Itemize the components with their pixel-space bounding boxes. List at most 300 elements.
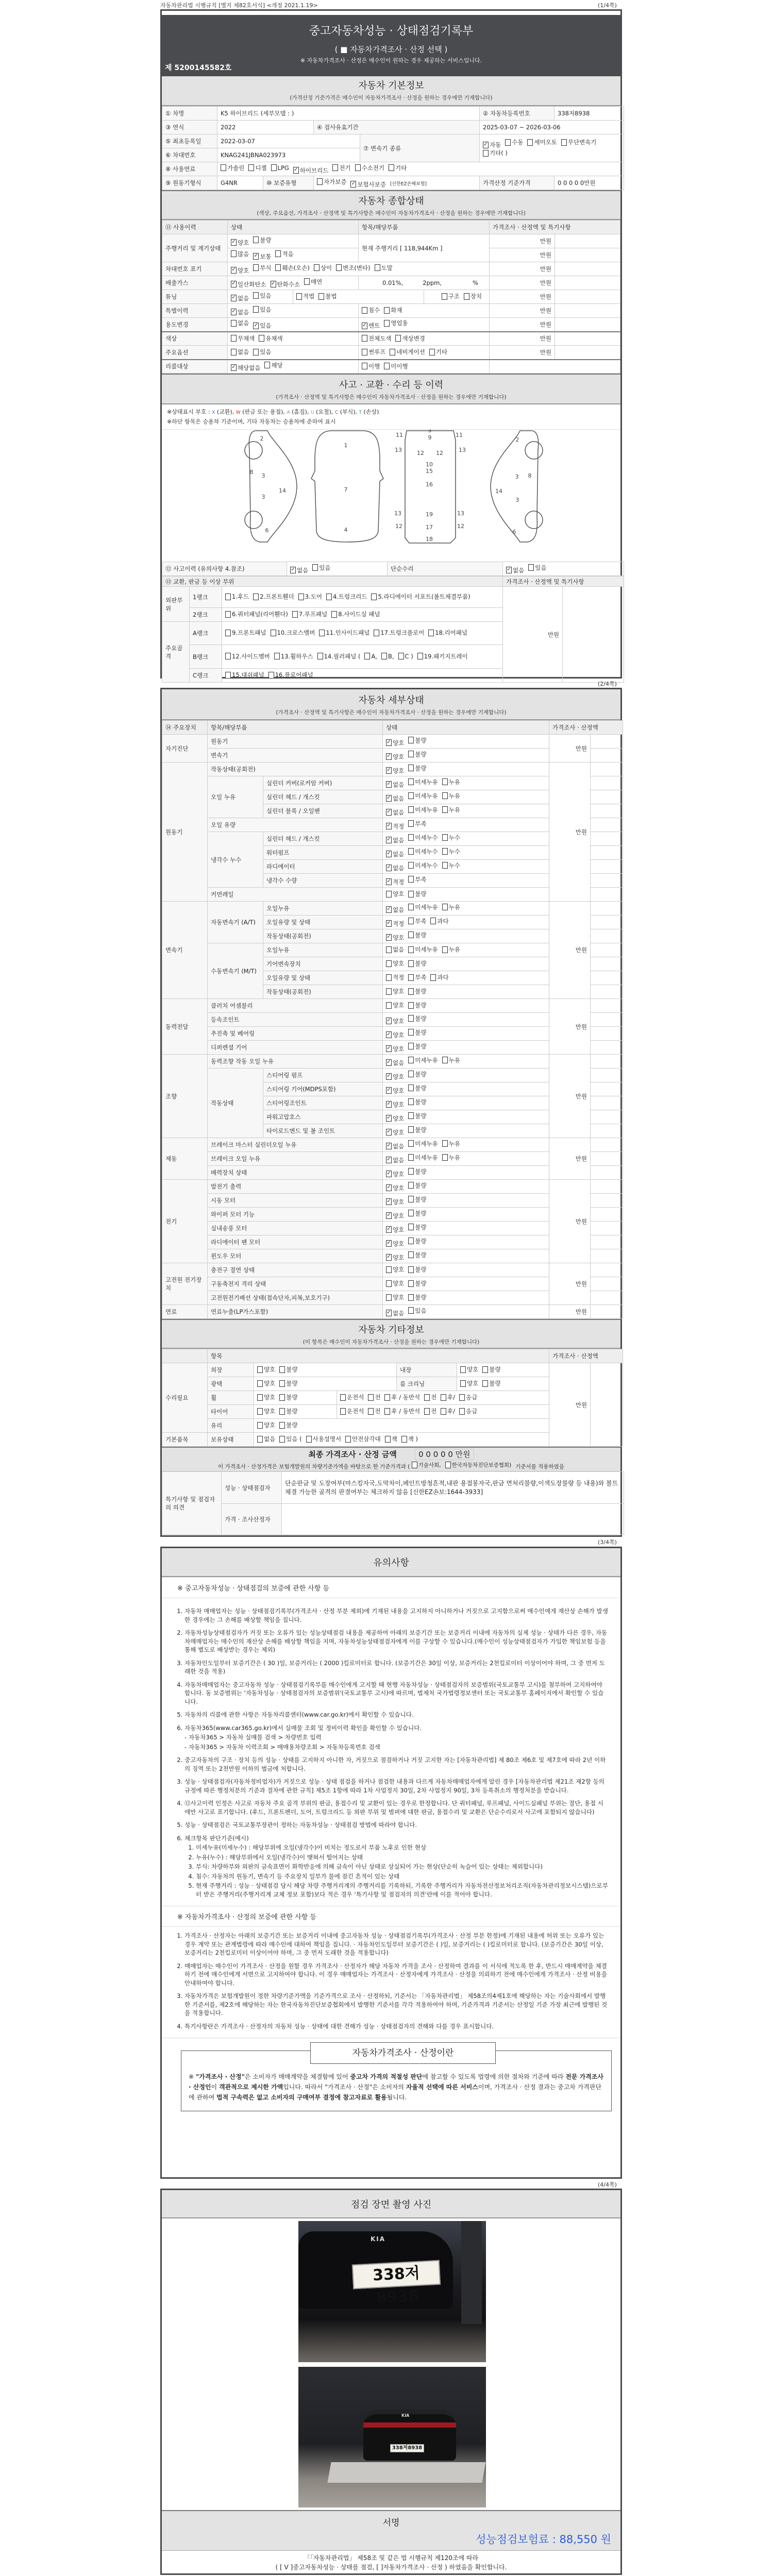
checkbox-option[interactable] <box>386 1309 404 1317</box>
checked-box-icon[interactable]: ✓ <box>351 181 356 187</box>
checkbox-icon[interactable] <box>271 630 276 636</box>
checkbox-option[interactable] <box>459 1407 477 1415</box>
checked-box-icon[interactable]: ✓ <box>231 281 236 286</box>
checkbox-icon[interactable] <box>386 960 392 967</box>
checkbox-icon[interactable] <box>408 1029 414 1036</box>
checkbox-option[interactable] <box>408 778 438 786</box>
checkbox-option[interactable] <box>401 1435 418 1443</box>
checkbox-icon[interactable] <box>483 150 489 157</box>
checked-box-icon[interactable]: ✓ <box>386 809 391 815</box>
checkbox-option[interactable] <box>408 1209 426 1217</box>
checkbox-icon[interactable] <box>408 1071 414 1077</box>
checkbox-option[interactable] <box>430 917 448 925</box>
checkbox-option[interactable] <box>412 1461 441 1469</box>
checkbox-option[interactable] <box>408 820 426 828</box>
checkbox-option[interactable] <box>253 321 271 330</box>
checkbox-option[interactable] <box>386 1253 404 1262</box>
checked-box-icon[interactable]: ✓ <box>386 767 391 773</box>
checked-box-icon[interactable]: ✓ <box>386 934 391 940</box>
checkbox-option[interactable] <box>271 280 300 289</box>
checkbox-option[interactable] <box>384 306 402 314</box>
checkbox-option[interactable] <box>386 1226 404 1234</box>
checkbox-option[interactable] <box>253 292 271 300</box>
checkbox-option[interactable] <box>408 1251 426 1259</box>
checkbox-icon[interactable] <box>401 1436 407 1443</box>
checkbox-option[interactable] <box>317 652 361 660</box>
checkbox-option[interactable] <box>442 903 460 911</box>
checkbox-icon[interactable] <box>386 946 392 953</box>
checkbox-option[interactable] <box>304 278 322 286</box>
checkbox-option[interactable] <box>290 566 308 574</box>
checkbox-icon[interactable] <box>408 946 414 953</box>
checkbox-option[interactable] <box>408 973 426 981</box>
checkbox-option[interactable] <box>364 653 377 660</box>
checkbox-icon[interactable] <box>381 653 387 659</box>
checkbox-option[interactable] <box>259 334 282 343</box>
checkbox-option[interactable] <box>408 1070 426 1078</box>
checked-box-icon[interactable]: ✓ <box>386 781 391 787</box>
checkbox-option[interactable] <box>424 1407 436 1415</box>
checkbox-option[interactable] <box>408 1237 426 1245</box>
checkbox-option[interactable] <box>386 1265 404 1274</box>
checkbox-option[interactable] <box>362 348 385 356</box>
checkbox-icon[interactable] <box>268 672 274 679</box>
checkbox-option[interactable] <box>231 266 249 275</box>
checkbox-option[interactable] <box>408 1181 426 1190</box>
checkbox-option[interactable] <box>506 566 524 574</box>
checked-box-icon[interactable]: ✓ <box>386 1115 391 1121</box>
checkbox-option[interactable] <box>257 1435 275 1443</box>
checkbox-icon[interactable] <box>279 1436 285 1443</box>
checkbox-option[interactable] <box>386 1170 404 1178</box>
checkbox-icon[interactable] <box>296 293 302 300</box>
checked-box-icon[interactable]: ✓ <box>254 253 258 259</box>
checkbox-option[interactable] <box>331 610 380 618</box>
checkbox-option[interactable] <box>386 1045 404 1053</box>
checkbox-option[interactable] <box>482 1365 500 1374</box>
checked-box-icon[interactable]: ✓ <box>386 1101 391 1107</box>
checkbox-option[interactable] <box>319 629 369 637</box>
checkbox-option[interactable] <box>430 973 448 981</box>
checkbox-icon[interactable] <box>314 264 320 271</box>
checkbox-icon[interactable] <box>445 1462 451 1468</box>
checkbox-option[interactable] <box>386 1087 404 1095</box>
checkbox-icon[interactable] <box>340 1408 346 1415</box>
checkbox-option[interactable] <box>326 592 367 601</box>
checkbox-option[interactable] <box>314 264 332 272</box>
checkbox-option[interactable] <box>368 1393 380 1401</box>
checkbox-option[interactable] <box>390 348 425 356</box>
checkbox-icon[interactable] <box>384 320 390 327</box>
checkbox-option[interactable] <box>408 1195 426 1204</box>
checked-box-icon[interactable]: ✓ <box>294 167 298 173</box>
checkbox-option[interactable] <box>445 1461 512 1469</box>
checkbox-icon[interactable] <box>386 1002 392 1009</box>
checkbox-option[interactable] <box>417 652 468 660</box>
checkbox-option[interactable] <box>386 1100 404 1109</box>
checkbox-icon[interactable] <box>408 1196 414 1202</box>
checkbox-icon[interactable] <box>274 653 280 659</box>
checkbox-icon[interactable] <box>398 653 404 659</box>
checked-box-icon[interactable]: ✓ <box>386 1171 391 1176</box>
checkbox-icon[interactable] <box>408 974 414 981</box>
checkbox-option[interactable] <box>386 739 404 747</box>
checkbox-option[interactable] <box>298 592 322 601</box>
checkbox-icon[interactable] <box>231 349 237 355</box>
checkbox-option[interactable] <box>350 180 386 189</box>
checked-box-icon[interactable]: ✓ <box>386 1129 391 1134</box>
checkbox-icon[interactable] <box>408 1140 414 1147</box>
checkbox-option[interactable] <box>386 808 404 817</box>
checkbox-option[interactable] <box>225 652 270 660</box>
checkbox-icon[interactable] <box>408 834 414 841</box>
checkbox-option[interactable] <box>271 164 289 172</box>
checkbox-option[interactable] <box>442 1056 460 1064</box>
checkbox-icon[interactable] <box>318 293 324 300</box>
checkbox-icon[interactable] <box>408 765 414 771</box>
checkbox-option[interactable] <box>231 319 249 327</box>
checkbox-option[interactable] <box>408 875 426 884</box>
checkbox-icon[interactable] <box>292 611 298 618</box>
checked-box-icon[interactable]: ✓ <box>386 920 391 926</box>
checkbox-icon[interactable] <box>430 918 436 924</box>
checkbox-icon[interactable] <box>253 236 259 243</box>
checkbox-option[interactable] <box>279 1365 297 1374</box>
checked-box-icon[interactable]: ✓ <box>386 1157 391 1162</box>
checkbox-option[interactable] <box>386 1279 404 1287</box>
checkbox-icon[interactable] <box>386 891 392 897</box>
checkbox-option[interactable] <box>345 1435 381 1443</box>
checkbox-icon[interactable] <box>482 1366 488 1373</box>
checkbox-option[interactable] <box>384 362 408 370</box>
checkbox-option[interactable] <box>336 264 370 272</box>
checkbox-icon[interactable] <box>395 335 401 342</box>
checkbox-option[interactable] <box>231 280 266 289</box>
checkbox-icon[interactable] <box>408 1182 414 1189</box>
checkbox-icon[interactable] <box>371 594 377 600</box>
checkbox-icon[interactable] <box>442 946 448 953</box>
checkbox-option[interactable] <box>293 166 329 175</box>
checkbox-icon[interactable] <box>428 630 434 636</box>
checkbox-option[interactable] <box>386 920 404 928</box>
checkbox-icon[interactable] <box>442 1154 448 1161</box>
checkbox-option[interactable] <box>257 1393 275 1401</box>
checkbox-icon[interactable] <box>275 250 281 257</box>
checkbox-icon[interactable] <box>408 848 414 855</box>
checkbox-option[interactable] <box>408 1293 426 1301</box>
checkbox-option[interactable] <box>483 141 501 149</box>
checkbox-icon[interactable] <box>279 1408 285 1415</box>
checked-box-icon[interactable]: ✓ <box>254 322 258 328</box>
checked-box-icon[interactable]: ✓ <box>483 141 488 147</box>
checkbox-icon[interactable] <box>345 1436 351 1443</box>
checkbox-icon[interactable] <box>374 630 379 636</box>
checked-box-icon[interactable]: ✓ <box>231 267 236 273</box>
checkbox-icon[interactable] <box>279 1422 285 1429</box>
checkbox-option[interactable] <box>253 252 271 261</box>
checkbox-icon[interactable] <box>279 1380 285 1387</box>
checkbox-option[interactable] <box>408 861 438 870</box>
checkbox-icon[interactable] <box>225 594 231 600</box>
checkbox-option[interactable] <box>318 292 337 300</box>
checkbox-option[interactable] <box>368 1407 380 1415</box>
checkbox-option[interactable] <box>408 1279 426 1287</box>
checkbox-icon[interactable] <box>257 1422 263 1429</box>
checkbox-option[interactable] <box>460 1365 478 1374</box>
checkbox-option[interactable] <box>231 334 255 343</box>
checked-box-icon[interactable]: ✓ <box>386 906 391 912</box>
checkbox-icon[interactable] <box>386 988 392 995</box>
checked-box-icon[interactable]: ✓ <box>386 1198 391 1204</box>
checkbox-icon[interactable] <box>221 164 226 171</box>
checkbox-icon[interactable] <box>231 250 237 257</box>
checkbox-icon[interactable] <box>271 164 277 171</box>
checkbox-icon[interactable] <box>408 931 414 938</box>
checkbox-option[interactable] <box>386 934 404 942</box>
checkbox-icon[interactable] <box>441 1394 446 1401</box>
checkbox-icon[interactable] <box>368 1394 374 1401</box>
checkbox-icon[interactable] <box>408 1307 414 1314</box>
checkbox-option[interactable] <box>385 1435 397 1443</box>
checkbox-icon[interactable] <box>412 1462 417 1468</box>
checkbox-option[interactable] <box>386 1114 404 1123</box>
checkbox-option[interactable] <box>408 987 426 995</box>
checkbox-icon[interactable] <box>259 335 264 342</box>
checkbox-option[interactable] <box>257 1365 275 1374</box>
checkbox-option[interactable] <box>424 1393 436 1401</box>
checkbox-option[interactable] <box>362 321 380 330</box>
checked-box-icon[interactable]: ✓ <box>386 1073 391 1079</box>
checkbox-option[interactable] <box>362 362 380 370</box>
checkbox-option[interactable] <box>231 294 249 302</box>
checkbox-option[interactable] <box>386 1017 404 1025</box>
checkbox-icon[interactable] <box>417 653 423 659</box>
checkbox-option[interactable] <box>408 736 426 744</box>
checkbox-icon[interactable] <box>298 594 304 600</box>
checked-box-icon[interactable]: ✓ <box>386 739 391 745</box>
checkbox-option[interactable] <box>231 239 249 247</box>
checkbox-option[interactable] <box>340 1393 364 1401</box>
checkbox-icon[interactable] <box>225 653 231 659</box>
checkbox-icon[interactable] <box>225 630 231 636</box>
checkbox-option[interactable] <box>408 750 426 758</box>
checkbox-icon[interactable] <box>408 1002 414 1009</box>
checkbox-option[interactable] <box>482 1379 500 1387</box>
checkbox-option[interactable] <box>386 1156 404 1164</box>
checkbox-icon[interactable] <box>442 848 448 855</box>
checkbox-icon[interactable] <box>408 1015 414 1022</box>
checkbox-icon[interactable] <box>253 306 259 313</box>
checkbox-icon[interactable] <box>464 293 469 300</box>
checked-box-icon[interactable]: ✓ <box>386 837 391 842</box>
checkbox-option[interactable] <box>442 848 460 856</box>
checkbox-option[interactable] <box>408 1265 426 1274</box>
checkbox-option[interactable] <box>296 292 314 300</box>
checkbox-option[interactable] <box>257 1421 275 1429</box>
checkbox-option[interactable] <box>375 264 393 272</box>
checkbox-option[interactable] <box>248 164 266 172</box>
checkbox-icon[interactable] <box>362 307 367 314</box>
checkbox-icon[interactable] <box>408 1168 414 1175</box>
checkbox-icon[interactable] <box>482 1380 488 1387</box>
checkbox-option[interactable] <box>408 1098 426 1106</box>
checkbox-option[interactable] <box>231 250 249 258</box>
checked-box-icon[interactable]: ✓ <box>386 851 391 856</box>
checkbox-icon[interactable] <box>317 653 323 659</box>
checkbox-option[interactable] <box>464 292 482 300</box>
checkbox-option[interactable] <box>386 1240 404 1248</box>
checkbox-option[interactable] <box>381 653 394 660</box>
checked-box-icon[interactable]: ✓ <box>386 1031 391 1037</box>
checkbox-icon[interactable] <box>340 1394 346 1401</box>
checkbox-icon[interactable] <box>408 960 414 967</box>
checkbox-icon[interactable] <box>384 307 390 314</box>
checkbox-icon[interactable] <box>561 139 567 146</box>
checkbox-option[interactable] <box>442 945 460 954</box>
checkbox-option[interactable] <box>386 1031 404 1039</box>
checked-box-icon[interactable]: ✓ <box>507 567 511 572</box>
checkbox-option[interactable] <box>225 629 266 637</box>
checkbox-icon[interactable] <box>225 611 231 618</box>
checkbox-icon[interactable] <box>248 164 254 171</box>
checkbox-option[interactable] <box>408 764 426 772</box>
checkbox-option[interactable] <box>386 794 404 803</box>
checkbox-icon[interactable] <box>257 1394 263 1401</box>
checkbox-option[interactable] <box>386 836 404 844</box>
checkbox-option[interactable] <box>279 1407 297 1415</box>
checkbox-icon[interactable] <box>505 139 511 146</box>
checkbox-icon[interactable] <box>459 1408 465 1415</box>
checkbox-option[interactable] <box>386 1001 404 1009</box>
checkbox-option[interactable] <box>253 236 271 244</box>
checkbox-option[interactable] <box>386 1073 404 1081</box>
checkbox-icon[interactable] <box>459 1394 465 1401</box>
checkbox-icon[interactable] <box>389 164 394 171</box>
checkbox-option[interactable] <box>408 792 438 800</box>
checkbox-icon[interactable] <box>527 139 533 146</box>
checkbox-option[interactable] <box>442 1154 460 1162</box>
checkbox-option[interactable] <box>386 1184 404 1192</box>
checkbox-option[interactable] <box>386 864 404 872</box>
checkbox-option[interactable] <box>386 1212 404 1220</box>
checkbox-option[interactable] <box>257 1407 275 1415</box>
checkbox-icon[interactable] <box>385 1436 391 1443</box>
checkbox-option[interactable] <box>460 1379 478 1387</box>
checkbox-option[interactable] <box>386 767 404 775</box>
checkbox-icon[interactable] <box>408 876 414 883</box>
checked-box-icon[interactable]: ✓ <box>291 567 295 572</box>
checkbox-option[interactable] <box>253 348 271 356</box>
checkbox-option[interactable] <box>279 1421 297 1429</box>
checkbox-option[interactable] <box>389 164 407 172</box>
checkbox-option[interactable] <box>386 781 404 789</box>
checkbox-option[interactable] <box>408 1167 426 1176</box>
checked-box-icon[interactable]: ✓ <box>362 322 367 328</box>
checkbox-icon[interactable] <box>441 1408 446 1415</box>
checkbox-option[interactable] <box>225 671 264 679</box>
checkbox-icon[interactable] <box>275 264 281 271</box>
checkbox-icon[interactable] <box>408 862 414 869</box>
checkbox-option[interactable] <box>408 1112 426 1120</box>
checkbox-option[interactable] <box>408 1014 426 1023</box>
checkbox-option[interactable] <box>442 1140 460 1148</box>
checkbox-icon[interactable] <box>408 1126 414 1133</box>
checkbox-icon[interactable] <box>408 904 414 910</box>
checkbox-option[interactable] <box>442 834 460 842</box>
checkbox-option[interactable] <box>386 1293 404 1301</box>
checked-box-icon[interactable]: ✓ <box>386 1310 391 1315</box>
checkbox-option[interactable] <box>274 652 313 660</box>
checkbox-icon[interactable] <box>408 988 414 995</box>
checkbox-icon[interactable] <box>408 1210 414 1216</box>
checkbox-icon[interactable] <box>257 1436 263 1443</box>
checkbox-icon[interactable] <box>264 362 270 368</box>
checkbox-icon[interactable] <box>386 1266 392 1273</box>
checkbox-icon[interactable] <box>279 1394 285 1401</box>
checkbox-icon[interactable] <box>442 862 448 869</box>
checkbox-option[interactable] <box>429 348 447 356</box>
checkbox-option[interactable] <box>386 1128 404 1137</box>
checkbox-option[interactable] <box>527 138 557 146</box>
checkbox-icon[interactable] <box>408 1043 414 1049</box>
checked-box-icon[interactable]: ✓ <box>271 281 276 286</box>
checkbox-option[interactable] <box>442 792 460 800</box>
checkbox-option[interactable] <box>408 834 438 842</box>
checked-box-icon[interactable]: ✓ <box>386 1087 391 1093</box>
checkbox-icon[interactable] <box>424 1394 430 1401</box>
checkbox-option[interactable] <box>408 1126 426 1134</box>
checkbox-icon[interactable] <box>408 778 414 785</box>
checkbox-icon[interactable] <box>253 292 259 299</box>
checkbox-option[interactable] <box>355 164 384 172</box>
checkbox-option[interactable] <box>386 890 404 898</box>
checkbox-icon[interactable] <box>408 806 414 813</box>
checkbox-icon[interactable] <box>326 594 332 600</box>
checkbox-option[interactable] <box>225 592 249 601</box>
checkbox-option[interactable] <box>441 1407 455 1415</box>
checkbox-option[interactable] <box>275 264 309 272</box>
checked-box-icon[interactable]: ✓ <box>386 1254 391 1260</box>
checkbox-option[interactable] <box>253 264 271 272</box>
checkbox-option[interactable] <box>231 348 249 356</box>
checkbox-option[interactable] <box>221 164 244 172</box>
checkbox-icon[interactable] <box>442 778 448 785</box>
checkbox-icon[interactable] <box>306 1436 312 1443</box>
checked-box-icon[interactable]: ✓ <box>386 878 391 884</box>
checkbox-option[interactable] <box>408 1001 426 1009</box>
checked-box-icon[interactable]: ✓ <box>231 309 236 314</box>
checkbox-option[interactable] <box>386 1142 404 1150</box>
checked-box-icon[interactable]: ✓ <box>231 295 236 300</box>
checkbox-option[interactable] <box>386 1198 404 1206</box>
checkbox-icon[interactable] <box>386 1280 392 1287</box>
checkbox-option[interactable] <box>384 1393 420 1401</box>
checkbox-option[interactable] <box>279 1379 297 1387</box>
checkbox-icon[interactable] <box>442 904 448 910</box>
checkbox-icon[interactable] <box>362 335 367 342</box>
checkbox-option[interactable] <box>386 959 404 968</box>
checkbox-icon[interactable] <box>386 974 392 981</box>
checkbox-icon[interactable] <box>390 349 395 355</box>
checkbox-icon[interactable] <box>231 335 237 342</box>
checkbox-option[interactable] <box>371 592 470 601</box>
checkbox-option[interactable] <box>332 164 350 172</box>
checkbox-option[interactable] <box>408 1223 426 1231</box>
checkbox-icon[interactable] <box>364 653 370 659</box>
checkbox-icon[interactable] <box>408 1154 414 1161</box>
checkbox-icon[interactable] <box>368 1408 374 1415</box>
checkbox-option[interactable] <box>561 138 597 146</box>
